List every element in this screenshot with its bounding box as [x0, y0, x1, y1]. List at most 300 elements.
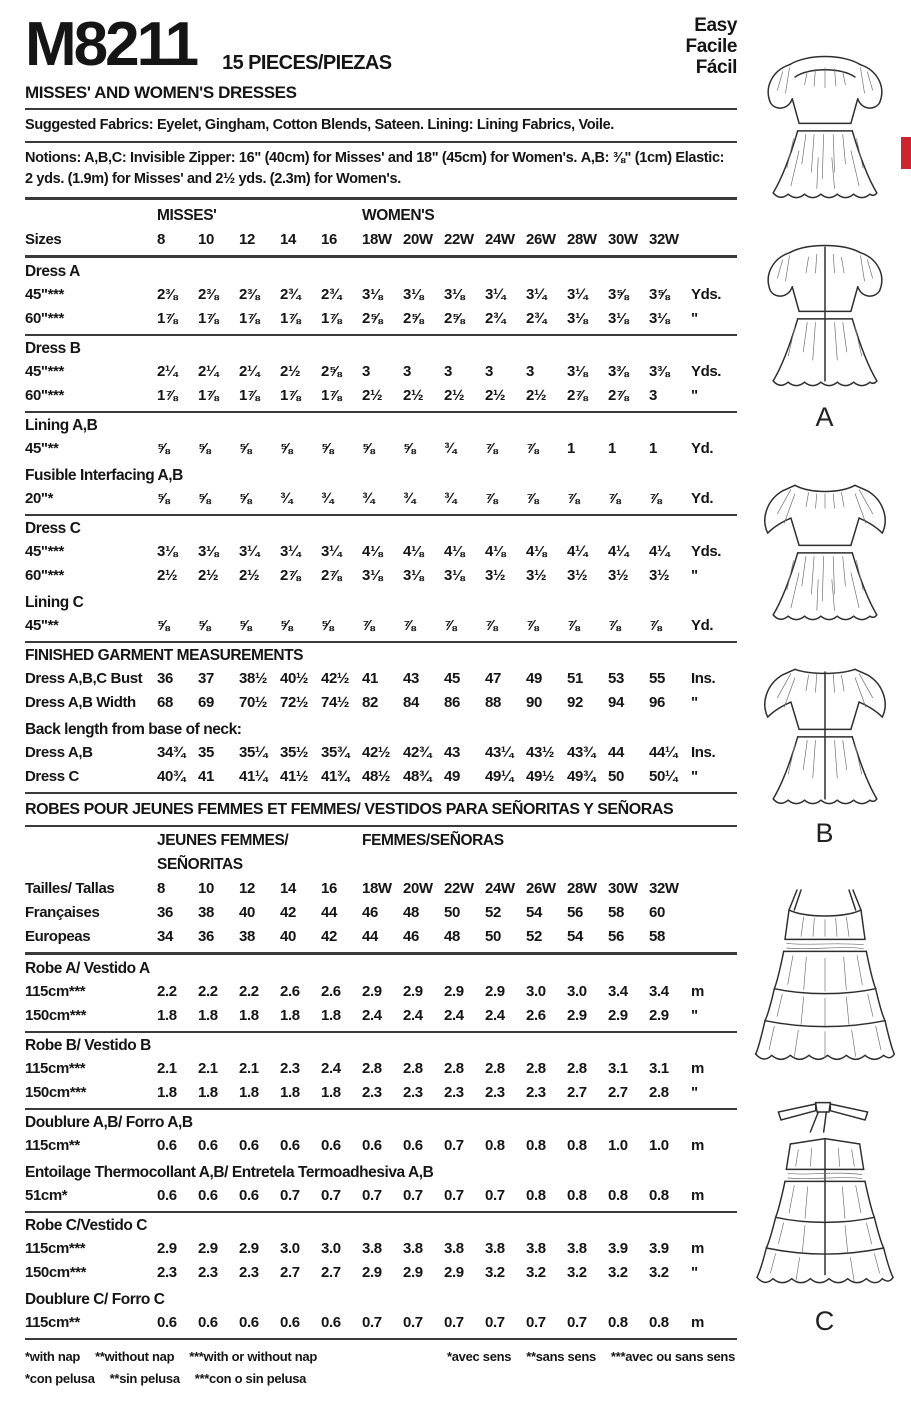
- value-cell: 32W: [649, 230, 679, 248]
- value-cell: 2¾: [485, 309, 506, 327]
- difficulty-levels: [686, 16, 737, 79]
- header: [25, 10, 737, 79]
- value-cell: 72½: [280, 693, 308, 711]
- section-title: Entoilage Thermocollant A,B/ Entretela Termoadhesiva A,B: [25, 1163, 434, 1181]
- footnotes-french: [447, 1346, 735, 1368]
- footnote-item: *with nap: [25, 1348, 81, 1364]
- value-cell: ⅞: [362, 616, 375, 634]
- value-cell: 3.0: [526, 982, 546, 1000]
- value-cell: 2⅜: [157, 285, 178, 303]
- value-cell: 3⅛: [198, 542, 219, 560]
- value-cell: 2½: [444, 386, 465, 404]
- value-cell: ⅞: [649, 616, 662, 634]
- value-cell: 1: [567, 439, 575, 457]
- value-cell: 2¼: [157, 362, 178, 380]
- value-cell: ⅝: [239, 439, 252, 457]
- value-cell: 43¾: [567, 743, 595, 761]
- unit-cell: Yds.: [691, 285, 722, 303]
- value-cell: 3: [649, 386, 657, 404]
- value-cell: 42: [280, 903, 296, 921]
- value-cell: 3¼: [485, 285, 506, 303]
- value-cell: 2¼: [198, 362, 219, 380]
- value-cell: 24W: [485, 879, 515, 897]
- senoritas-label: SEÑORITAS: [157, 855, 243, 873]
- row-label: 45"**: [25, 616, 59, 634]
- dress-a-back-illustration: [750, 226, 900, 398]
- value-cell: 42½: [321, 669, 349, 687]
- value-cell: 0.7: [403, 1186, 423, 1204]
- value-cell: 2¼: [239, 362, 260, 380]
- table-row: [25, 691, 737, 715]
- value-cell: 24W: [485, 230, 515, 248]
- footnote-item: ***avec ou sans sens: [610, 1348, 735, 1364]
- value-cell: ⅝: [239, 489, 252, 507]
- value-cell: 0.7: [444, 1186, 464, 1204]
- value-cell: 3⅛: [362, 285, 383, 303]
- value-cell: 22W: [444, 230, 474, 248]
- value-cell: 3.2: [608, 1263, 628, 1281]
- value-cell: 2⅝: [444, 309, 465, 327]
- value-cell: 82: [362, 693, 378, 711]
- value-cell: 3.8: [444, 1239, 464, 1257]
- value-cell: 0.6: [157, 1136, 177, 1154]
- value-cell: 35¼: [239, 743, 267, 761]
- view-b-label: B: [815, 818, 834, 848]
- value-cell: ⅝: [280, 439, 293, 457]
- value-cell: ⅞: [567, 616, 580, 634]
- value-cell: 0.8: [526, 1186, 546, 1204]
- value-cell: 41¾: [321, 767, 349, 785]
- value-cell: 1.8: [239, 1083, 259, 1101]
- value-cell: 1⅞: [239, 309, 260, 327]
- value-cell: 48: [444, 927, 460, 945]
- table-section-lining-a-b: [25, 414, 737, 464]
- value-cell: 12: [239, 230, 255, 248]
- value-cell: 3.0: [280, 1239, 300, 1257]
- value-cell: 1⅞: [157, 309, 178, 327]
- dress-c-front-illustration: [745, 882, 905, 1082]
- value-cell: 50¼: [649, 767, 677, 785]
- value-cell: 51: [567, 669, 583, 687]
- value-cell: ⅝: [362, 439, 375, 457]
- value-cell: 90: [526, 693, 542, 711]
- value-cell: 2.8: [526, 1059, 546, 1077]
- french-blocks: [25, 957, 737, 1340]
- table-row: [25, 564, 737, 588]
- row-label: Françaises: [25, 903, 100, 921]
- value-cell: 3: [526, 362, 534, 380]
- value-cell: 0.6: [280, 1136, 300, 1154]
- value-cell: 3.8: [567, 1239, 587, 1257]
- row-label: 45"***: [25, 362, 64, 380]
- value-cell: 68: [157, 693, 173, 711]
- value-cell: 3½: [526, 566, 547, 584]
- section-title: Back length from base of neck:: [25, 720, 242, 738]
- value-cell: 3.1: [608, 1059, 628, 1077]
- fabrics-label: Suggested Fabrics:: [25, 116, 154, 133]
- footnotes-spanish: [25, 1368, 306, 1390]
- value-cell: 4⅛: [485, 542, 506, 560]
- value-cell: 3.9: [608, 1239, 628, 1257]
- value-cell: ⅝: [157, 489, 170, 507]
- value-cell: 12: [239, 879, 255, 897]
- value-cell: 0.8: [608, 1313, 628, 1331]
- value-cell: 49: [526, 669, 542, 687]
- notions-ab-label: A,B:: [580, 149, 610, 166]
- value-cell: 53: [608, 669, 624, 687]
- table-row: [25, 437, 737, 461]
- row-label: 150cm***: [25, 1083, 87, 1101]
- value-cell: ⅞: [567, 489, 580, 507]
- value-cell: 14: [280, 230, 296, 248]
- value-cell: 2.4: [362, 1006, 382, 1024]
- value-cell: 1.8: [239, 1006, 259, 1024]
- value-cell: 0.7: [362, 1313, 382, 1331]
- value-cell: 4⅛: [362, 542, 383, 560]
- value-cell: 2⅞: [608, 386, 629, 404]
- value-cell: 43: [444, 743, 460, 761]
- section-title: Robe C/Vestido C: [25, 1216, 147, 1234]
- value-cell: ⅞: [485, 489, 498, 507]
- value-cell: 74½: [321, 693, 349, 711]
- value-cell: 2.1: [157, 1059, 177, 1077]
- value-cell: 58: [649, 927, 665, 945]
- value-cell: 42¾: [403, 743, 431, 761]
- value-cell: 10: [198, 879, 214, 897]
- value-cell: 35: [198, 743, 214, 761]
- footnote-line-2: [25, 1368, 735, 1390]
- value-cell: 4⅛: [526, 542, 547, 560]
- notions-elastic-text: ⅜" (1cm) Elastic:: [609, 149, 725, 166]
- value-cell: 2¾: [280, 285, 301, 303]
- value-cell: 2.8: [649, 1083, 669, 1101]
- value-cell: 2.6: [321, 982, 341, 1000]
- value-cell: 1.8: [280, 1083, 300, 1101]
- value-cell: 18W: [362, 230, 392, 248]
- row-label: 150cm***: [25, 1263, 87, 1281]
- value-cell: 3: [362, 362, 370, 380]
- row-label: 115cm**: [25, 1313, 80, 1331]
- value-cell: 44: [608, 743, 624, 761]
- value-cell: 3⅝: [608, 285, 629, 303]
- unit-cell: ": [691, 693, 698, 711]
- table-section-dress-c: [25, 517, 737, 591]
- value-cell: 54: [526, 903, 542, 921]
- suggested-fabrics-line: [25, 115, 737, 136]
- value-cell: 41½: [280, 767, 308, 785]
- value-cell: 3.8: [485, 1239, 505, 1257]
- value-cell: 3½: [649, 566, 670, 584]
- value-cell: 2.3: [198, 1263, 218, 1281]
- value-cell: 2.9: [403, 982, 423, 1000]
- unit-cell: m: [691, 1059, 704, 1077]
- value-cell: 0.7: [444, 1313, 464, 1331]
- value-cell: 2½: [526, 386, 547, 404]
- value-cell: 56: [567, 903, 583, 921]
- value-cell: 22W: [444, 879, 474, 897]
- value-cell: 2.3: [362, 1083, 382, 1101]
- value-cell: 0.8: [649, 1313, 669, 1331]
- value-cell: 3⅛: [403, 285, 424, 303]
- value-cell: 2.7: [280, 1263, 300, 1281]
- value-cell: 20W: [403, 879, 433, 897]
- value-cell: 2.3: [280, 1059, 300, 1077]
- value-cell: 55: [649, 669, 665, 687]
- table-row: [25, 1237, 737, 1261]
- value-cell: 28W: [567, 230, 597, 248]
- value-cell: 44¼: [649, 743, 677, 761]
- row-label: Sizes: [25, 230, 62, 248]
- divider: [25, 108, 737, 110]
- table-section-doublure-c-forro-c: [25, 1288, 737, 1340]
- section-title: Doublure A,B/ Forro A,B: [25, 1113, 193, 1131]
- value-cell: 49: [444, 767, 460, 785]
- dress-a-front-illustration: [750, 38, 900, 210]
- value-cell: 86: [444, 693, 460, 711]
- value-cell: 2½: [198, 566, 219, 584]
- value-cell: ⅝: [403, 439, 416, 457]
- unit-cell: ": [691, 1263, 698, 1281]
- value-cell: 2.1: [239, 1059, 259, 1077]
- value-cell: 2.9: [239, 1239, 259, 1257]
- value-cell: 3⅛: [157, 542, 178, 560]
- value-cell: ⅞: [649, 489, 662, 507]
- value-cell: 0.6: [362, 1136, 382, 1154]
- unit-cell: ": [691, 1006, 698, 1024]
- value-cell: ¾: [362, 489, 375, 507]
- value-cell: 3⅝: [649, 285, 670, 303]
- value-cell: 3.2: [649, 1263, 669, 1281]
- value-cell: 2.4: [403, 1006, 423, 1024]
- notions-line-1: [25, 148, 737, 169]
- value-cell: 8: [157, 230, 165, 248]
- table-section-dress-b: [25, 337, 737, 413]
- value-cell: 49½: [526, 767, 554, 785]
- french-section-title: ROBES POUR JEUNES FEMMES ET FEMMES/ VESTIDOS PARA SEÑORITAS Y SEÑORAS: [25, 798, 737, 827]
- value-cell: 3¼: [280, 542, 301, 560]
- value-cell: 0.7: [485, 1313, 505, 1331]
- value-cell: 3.2: [526, 1263, 546, 1281]
- value-cell: 0.7: [444, 1136, 464, 1154]
- value-cell: 1.8: [157, 1083, 177, 1101]
- value-cell: 3⅛: [567, 309, 588, 327]
- value-cell: 52: [485, 903, 501, 921]
- dress-b-back-illustration: [750, 646, 900, 814]
- value-cell: 41: [198, 767, 214, 785]
- value-cell: 3¼: [526, 285, 547, 303]
- value-cell: 14: [280, 879, 296, 897]
- value-cell: 2.9: [403, 1263, 423, 1281]
- value-cell: 2.9: [444, 1263, 464, 1281]
- table-row: [25, 980, 737, 1004]
- dress-b-front-illustration: [750, 462, 900, 630]
- value-cell: 0.7: [567, 1313, 587, 1331]
- value-cell: 2.4: [485, 1006, 505, 1024]
- value-cell: 0.6: [403, 1136, 423, 1154]
- value-cell: ⅞: [526, 439, 539, 457]
- notions-line-2: 2 yds. (1.9m) for Misses' and 2½ yds. (2.3m) for Women's.: [25, 170, 401, 187]
- value-cell: 0.7: [362, 1186, 382, 1204]
- value-cell: 3⅛: [403, 566, 424, 584]
- misses-group-label: MISSES': [157, 206, 217, 224]
- value-cell: 60: [649, 903, 665, 921]
- table-row: [25, 1311, 737, 1335]
- value-cell: 1.8: [198, 1006, 218, 1024]
- section-title: Dress B: [25, 339, 81, 357]
- value-cell: 3¼: [239, 542, 260, 560]
- value-cell: 2.2: [239, 982, 259, 1000]
- table-section-fusible-interfacing-a-b: [25, 464, 737, 516]
- value-cell: 1.8: [321, 1083, 341, 1101]
- unit-cell: ": [691, 566, 698, 584]
- unit-cell: m: [691, 982, 704, 1000]
- value-cell: 47: [485, 669, 501, 687]
- value-cell: 3½: [608, 566, 629, 584]
- sizes-row-host-french: [25, 877, 737, 955]
- table-row: [25, 667, 737, 691]
- value-cell: 46: [403, 927, 419, 945]
- value-cell: 0.7: [403, 1313, 423, 1331]
- value-cell: 2.9: [362, 982, 382, 1000]
- section-title: Fusible Interfacing A,B: [25, 466, 183, 484]
- value-cell: 2.4: [321, 1059, 341, 1077]
- garment-illustrations: [742, 38, 907, 1336]
- value-cell: 1⅞: [198, 386, 219, 404]
- value-cell: 37: [198, 669, 214, 687]
- value-cell: 45: [444, 669, 460, 687]
- table-section-entoilage-thermocollant-a-b-entretela-termoadhesiva-a-b: [25, 1161, 737, 1213]
- size-group-header-french-line2: [25, 853, 737, 877]
- value-cell: 38: [239, 927, 255, 945]
- value-cell: 3⅛: [649, 309, 670, 327]
- value-cell: 3.2: [567, 1263, 587, 1281]
- table-row: [25, 741, 737, 765]
- section-title: Robe B/ Vestido B: [25, 1036, 151, 1054]
- value-cell: 56: [608, 927, 624, 945]
- value-cell: 2.2: [198, 982, 218, 1000]
- value-cell: 2.3: [403, 1083, 423, 1101]
- value-cell: 3.9: [649, 1239, 669, 1257]
- value-cell: 3.8: [362, 1239, 382, 1257]
- unit-cell: Yd.: [691, 439, 714, 457]
- table-row: [25, 1057, 737, 1081]
- value-cell: 1⅞: [280, 309, 301, 327]
- value-cell: 16: [321, 879, 337, 897]
- value-cell: 4¼: [567, 542, 588, 560]
- table-row: [25, 1184, 737, 1208]
- value-cell: 69: [198, 693, 214, 711]
- value-cell: 2.9: [608, 1006, 628, 1024]
- value-cell: 1.0: [649, 1136, 669, 1154]
- value-cell: 2⅜: [239, 285, 260, 303]
- value-cell: 50: [485, 927, 501, 945]
- lining-text: Lining Fabrics, Voile.: [473, 116, 614, 133]
- value-cell: 2⅝: [362, 309, 383, 327]
- value-cell: ⅝: [239, 616, 252, 634]
- sizes-row-host: [25, 228, 737, 258]
- value-cell: 2.8: [362, 1059, 382, 1077]
- section-title: Lining C: [25, 593, 84, 611]
- section-title: Dress A: [25, 262, 80, 280]
- value-cell: 40: [280, 927, 296, 945]
- value-cell: 0.6: [157, 1186, 177, 1204]
- footnote-item: *con pelusa: [25, 1370, 95, 1386]
- value-cell: 40½: [280, 669, 308, 687]
- value-cell: ⅞: [526, 616, 539, 634]
- value-cell: 3⅜: [649, 362, 670, 380]
- row-label: 115cm***: [25, 1239, 86, 1257]
- value-cell: 48: [403, 903, 419, 921]
- value-cell: 40¾: [157, 767, 185, 785]
- value-cell: 3⅛: [444, 285, 465, 303]
- unit-cell: Yd.: [691, 489, 714, 507]
- table-section-finished-garment-measurements: [25, 644, 737, 718]
- value-cell: 0.6: [239, 1186, 259, 1204]
- unit-cell: ": [691, 767, 698, 785]
- value-cell: 0.6: [321, 1136, 341, 1154]
- value-cell: 2.4: [444, 1006, 464, 1024]
- table-section-lining-c: [25, 591, 737, 643]
- row-label: Tailles/ Tallas: [25, 879, 115, 897]
- value-cell: 2⅞: [321, 566, 342, 584]
- value-cell: 0.6: [280, 1313, 300, 1331]
- row-label: 60"***: [25, 566, 64, 584]
- value-cell: ⅝: [198, 439, 211, 457]
- table-row: [25, 360, 737, 384]
- row-label: Dress C: [25, 767, 79, 785]
- table-section-robe-a-vestido-a: [25, 957, 737, 1033]
- value-cell: 1⅞: [280, 386, 301, 404]
- value-cell: 3¼: [321, 542, 342, 560]
- value-cell: ¾: [321, 489, 334, 507]
- value-cell: 96: [649, 693, 665, 711]
- size-group-header-french: [25, 829, 737, 853]
- value-cell: 0.6: [157, 1313, 177, 1331]
- value-cell: 2.8: [403, 1059, 423, 1077]
- table-row: [25, 307, 737, 331]
- view-a-label: A: [815, 402, 834, 432]
- footnote-item: **sin pelusa: [109, 1370, 180, 1386]
- table-row: [25, 1004, 737, 1028]
- value-cell: 2.8: [444, 1059, 464, 1077]
- value-cell: 1: [608, 439, 616, 457]
- dress-c-back-illustration: [745, 1092, 905, 1304]
- value-cell: 92: [567, 693, 583, 711]
- table-row: [25, 765, 737, 789]
- row-label: 51cm*: [25, 1186, 68, 1204]
- value-cell: 0.6: [198, 1136, 218, 1154]
- value-cell: ¾: [444, 439, 457, 457]
- value-cell: 30W: [608, 230, 638, 248]
- table-row: [25, 1261, 737, 1285]
- table-row: [25, 540, 737, 564]
- value-cell: ⅞: [444, 616, 457, 634]
- unit-cell: Yds.: [691, 542, 722, 560]
- value-cell: ¾: [280, 489, 293, 507]
- table-row: [25, 283, 737, 307]
- value-cell: 2.7: [321, 1263, 341, 1281]
- value-cell: 0.8: [567, 1186, 587, 1204]
- value-cell: 34¾: [157, 743, 185, 761]
- value-cell: 2.3: [157, 1263, 177, 1281]
- value-cell: 1.8: [280, 1006, 300, 1024]
- table-row: [25, 487, 737, 511]
- value-cell: 18W: [362, 879, 392, 897]
- value-cell: 1.8: [321, 1006, 341, 1024]
- value-cell: ⅝: [157, 616, 170, 634]
- value-cell: ⅝: [321, 439, 334, 457]
- table-row: [25, 901, 737, 925]
